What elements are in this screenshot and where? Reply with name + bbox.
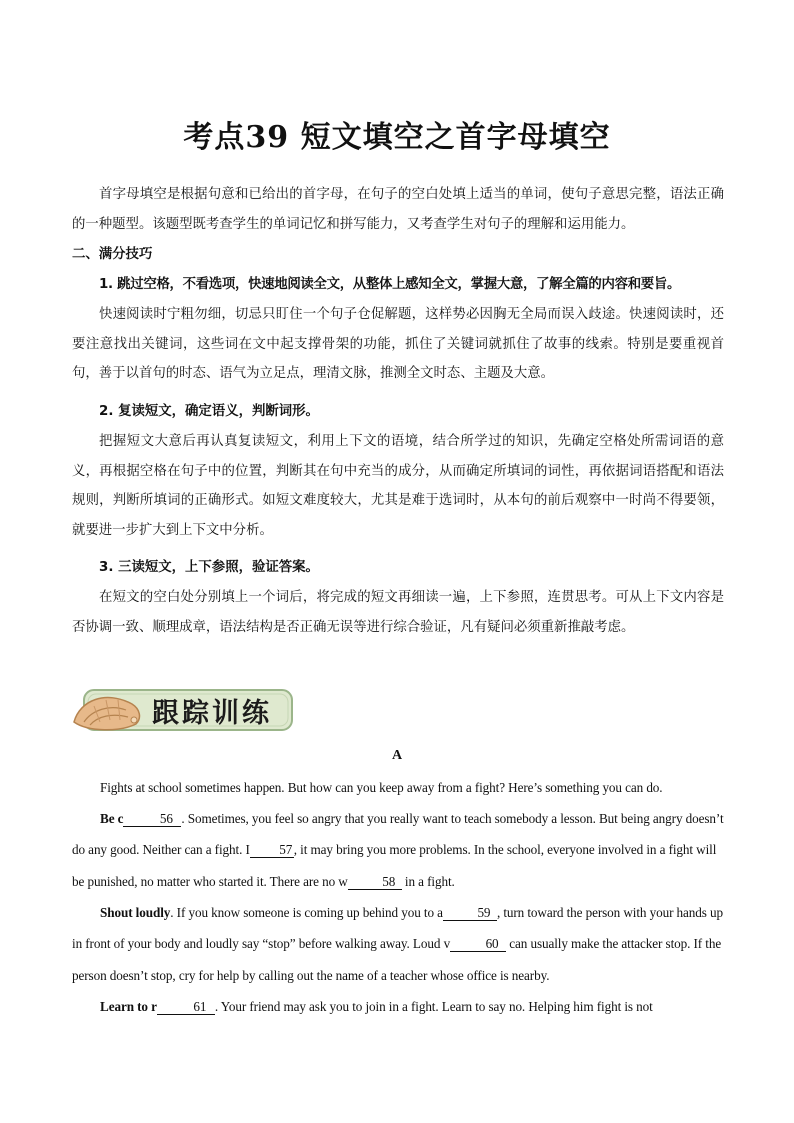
passage-text: , it may bring you more problems. In the school, everyone involved in a fight will be punished, no matter who started it. There are no [72,842,717,889]
blank-initial-w: w [338,873,348,889]
tip2-title: 2. 复读短文，确定语义，判断词形。 [99,404,319,419]
tip-heading-be-calm: Be c [100,811,124,826]
blank-59: 59 [443,906,497,921]
passage-paragraph-4 [72,991,724,1022]
tip3-body: 在短文的空白处分别填上一个词后，将完成的短文再细读一遍，上下参照，连贯思考。可从上下文内容是否协调一致、顺理成章，语法结构是否正确无误等进行综合验证，凡有疑问必须重新推敲考虑。 [72,590,724,635]
blank-60: 60 [450,937,506,952]
passage-text: can usually make the attacker stop. If the person doesn’t stop, cry for help by calling out the name of a teacher whose office is nearby. [72,936,722,983]
intro-paragraph: 首字母填空是根据句意和已给出的首字母，在句子的空白处填上适当的单词，使句子意思完整，语法正确的一种题型。该题型既考查学生的单词记忆和拼写能力，又考查学生对句子的理解和运用能力。 [72,187,724,232]
passage-text: . Sometimes, you feel so angry that you really want to teach somebody a lesson. But being angry doesn’t do any good. Neither can a fight. [72,811,724,858]
practice-banner [70,682,296,738]
tip-heading-shout-loudly: Shout loudly [100,905,171,920]
tip1-title: 1. 跳过空格，不看选项，快速地阅读全文，从整体上感知全文，掌握大意，了解全篇的内容和要旨。 [99,277,681,292]
blank-initial-i: I [245,842,250,858]
passage-text: . If you know someone is coming up behind you to [170,905,438,920]
passage-text: . Your friend may ask you to join in a fight. Learn to say no. Helping him fight is not [214,999,653,1014]
tip-heading-learn-to-refuse: Learn to r [100,999,157,1014]
passage-paragraph-1: Fights at school sometimes happen. But how can you keep away from a fight? Here’s something you can do. [100,780,663,795]
practice-heading: 跟踪训练 [152,698,272,729]
blank-56: 56 [123,812,181,827]
blank-initial-a: a [437,905,443,920]
blank-61: 61 [157,1000,215,1015]
section-heading: 二、满分技巧 [72,247,153,262]
passage-paragraph-3 [72,897,724,991]
blank-57: 57 [250,843,294,858]
tip3-title: 3. 三读短文，上下参照，验证答案。 [99,560,319,575]
blank-initial-v: v [443,936,451,952]
tip1-body: 快速阅读时宁粗勿细，切忌只盯住一个句子仓促解题，这样势必因胸无全局而误入歧途。快速阅读时，还要注意找出关键词，这些词在文中起支撑骨架的功能，抓住了关键词就抓住了故事的线索。特别是要重视首句，善于以首句的时态、语气为立足点，理清文脉，推测全文时态、主题及大意。 [72,307,724,381]
passage-paragraph-2 [72,803,724,897]
blank-58: 58 [348,875,402,890]
passage-label: A [391,748,403,763]
tip2-body: 把握短文大意后再认真复读短文，利用上下文的语境，结合所学过的知识，先确定空格处所需词语的意义，再根据空格在句子中的位置，判断其在句中充当的成分，从而确定所填词的词性，再依据词语搭配和语法规则，判断所填词的正确形式。如短文难度较大，尤其是难于选词时，从本句的前后观察中一时尚不得要领，就要进一步扩大到上下文中分析。 [72,434,724,538]
passage-text: in a fight. [401,873,455,889]
passage-text: , turn toward the person with your hands up in front of your body and loudly say “stop” before walking away. Loud [72,905,724,952]
page-title: 考点39 短文填空之首字母填空 [183,120,611,155]
